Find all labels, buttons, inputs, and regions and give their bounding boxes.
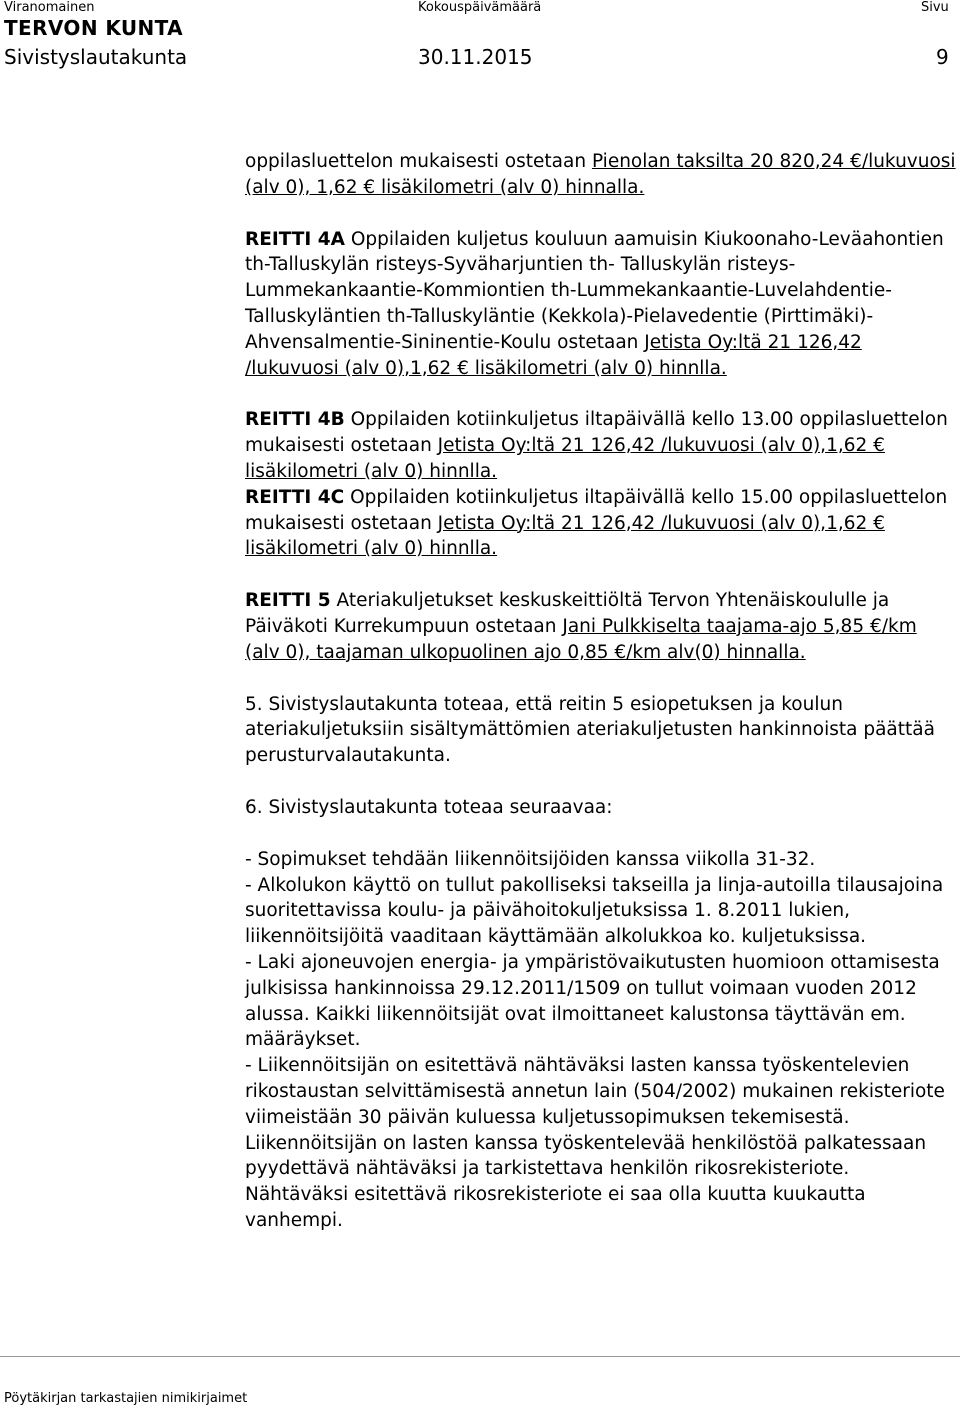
paragraph-route-4b bbox=[245, 407, 957, 484]
header-meeting-date-label: Kokouspäivämäärä bbox=[418, 0, 542, 15]
header-page-label: Sivu bbox=[921, 0, 949, 15]
paragraph-route-4-continuation bbox=[245, 149, 957, 201]
paragraph-route-5 bbox=[245, 588, 957, 665]
footer-divider bbox=[0, 1356, 960, 1357]
paragraph-route-4a bbox=[245, 227, 957, 382]
route-heading: REITTI 4C bbox=[245, 486, 345, 508]
route-heading: REITTI 5 bbox=[245, 590, 331, 612]
paragraph-route-4c bbox=[245, 485, 957, 562]
list-item: - Sopimukset tehdään liikennöitsijöiden kanssa viikolla 31-32. bbox=[245, 848, 816, 870]
list-item: - Liikennöitsijän on esitettävä nähtäväksi lasten kanssa työskentelevien rikostaustan selvittämisestä annetun lain (504/2002) mukainen rekisteriote viimeistään 30 päivän kuluessa kuljetussopimuksen tekemisestä. Liikennöitsijän on lasten kanssa työskentelevää henkilöstöä palkatessaan pyydettävä nähtäväksi ja tarkistettava henkilön rikosrekisteriote. Nähtäväksi esitettävä rikosrekisteriote ei saa olla kuutta kuukautta vanhempi. bbox=[245, 1055, 945, 1231]
contractor-price: Jetista Oy:ltä 21 126,42 /lukuvuosi (alv 0),1,62 € lisäkilometri (alv 0) hinnlla. bbox=[245, 331, 862, 379]
route-heading: REITTI 4B bbox=[245, 409, 345, 431]
meeting-date: 30.11.2015 bbox=[418, 45, 533, 69]
organization-name: TERVON KUNTA bbox=[4, 16, 184, 40]
list-item: - Alkolukon käyttö on tullut pakolliseksi takseilla ja linja-autoilla tilausajoina suoritettavissa koulu- ja päivähoitokuljetuksissa 1. 8.2011 lukien, liikennöitsijöitä vaaditaan käyttämään alkolukkoa ko. kuljetuksissa. bbox=[245, 874, 944, 948]
page-number: 9 bbox=[936, 45, 949, 69]
document-body bbox=[245, 149, 957, 1234]
contractor-price: Pienolan taksilta 20 820,24 €/lukuvuosi (alv 0), 1,62 € lisäkilometri (alv 0) hinnalla. bbox=[245, 151, 956, 198]
contractor-price: Jani Pulkkiselta taajama-ajo 5,85 €/km (alv 0), taajaman ulkopuolinen ajo 0,85 €/km alv(0) hinnalla. bbox=[245, 615, 917, 663]
paragraph-text: oppilasluettelon mukaisesti ostetaan bbox=[245, 151, 592, 172]
contractor-price: Jetista Oy:ltä 21 126,42 /lukuvuosi (alv 0),1,62 € lisäkilometri (alv 0) hinnlla. bbox=[245, 512, 885, 560]
paragraph-text: Oppilaiden kuljetus kouluun aamuisin Kiukoonaho-Leväahontien th-Talluskylän risteys-Syväharjuntien th- Talluskylän risteys-Lummekankaantie-Kommiontien th-Lummekankaantie-Luvelahdentie-Talluskyläntien th-Talluskyläntie (Kekkola)-Pielavedentie (Pirttimäki)-Ahvensalmentie-Sininentie-Koulu ostetaan bbox=[245, 228, 944, 353]
paragraph-decision-5: 5. Sivistyslautakunta toteaa, että reitin 5 esiopetuksen ja koulun ateriakuljetuksiin sisältymättömien ateriakuljetusten hankinnoista päättää perusturvalautakunta. bbox=[245, 693, 935, 767]
paragraph-text: Ateriakuljetukset keskuskeittiöltä Tervon Yhtenäiskoululle ja Päiväkoti Kurrekumpuun ostetaan bbox=[245, 590, 890, 637]
header-authority-label: Viranomainen bbox=[4, 0, 95, 15]
route-heading: REITTI 4A bbox=[245, 228, 345, 250]
contractor-price: Jetista Oy:ltä 21 126,42 /lukuvuosi (alv 0),1,62 € lisäkilometri (alv 0) hinnlla. bbox=[245, 435, 885, 482]
department-name: Sivistyslautakunta bbox=[4, 45, 188, 69]
paragraph-text: Oppilaiden kotiinkuljetus iltapäivällä kello 15.00 oppilasluettelon mukaisesti ostetaan bbox=[245, 486, 948, 534]
list-item: - Laki ajoneuvojen energia- ja ympäristövaikutusten huomioon ottamisesta julkisissa hankinnoissa 29.12.2011/1509 on tullut voimaan vuoden 2012 alussa. Kaikki liikennöitsijät ovat ilmoittaneet kalustonsa täyttävän em. määräykset. bbox=[245, 951, 940, 1051]
paragraph-text: Oppilaiden kotiinkuljetus iltapäivällä kello 13.00 oppilasluettelon mukaisesti ostetaan bbox=[245, 409, 948, 457]
paragraph-decision-6: 6. Sivistyslautakunta toteaa seuraavaa: bbox=[245, 796, 613, 818]
footer-initials-label: Pöytäkirjan tarkastajien nimikirjaimet bbox=[4, 1391, 248, 1406]
